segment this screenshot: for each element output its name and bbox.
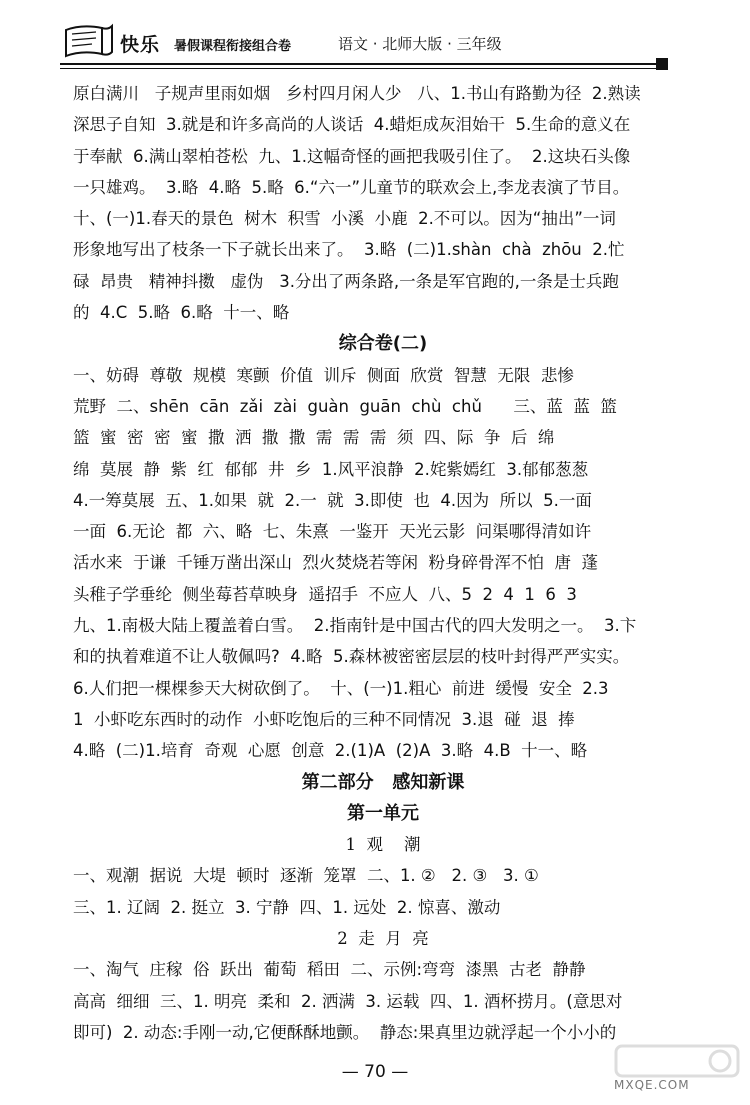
watermark-logo-icon <box>612 1040 742 1102</box>
answer-line: 头稚子学垂纶 侧坐莓苔草映身 遥招手 不应人 八、5 2 4 1 6 3 <box>73 584 577 604</box>
answer-line: 一、妨碍 尊敬 规模 寒颤 价值 训斥 侧面 欣赏 智慧 无限 悲惨 <box>73 365 574 385</box>
book-logo-icon <box>62 22 116 60</box>
answer-line: 于奉献 6.满山翠柏苍松 九、1.这幅奇怪的画把我吸引住了。 2.这块石头像 <box>73 146 631 166</box>
subject-edition-grade: 语文 · 北师大版 · 三年级 <box>338 35 502 53</box>
answer-line: 篮 蜜 密 密 蜜 撒 洒 撒 撒 需 需 需 须 四、际 争 后 绵 <box>73 428 555 448</box>
answer-content <box>73 78 693 1048</box>
header-rule <box>60 63 663 65</box>
header-rule-end-mark <box>656 58 668 70</box>
answer-line: 6.人们把一棵棵参天大树砍倒了。 十、(一)1.粗心 前进 缓慢 安全 2.3 <box>73 678 609 698</box>
answer-line: 绵 莫展 静 紫 红 郁郁 井 乡 1.风平浪静 2.姹紫嫣红 3.郁郁葱葱 <box>73 459 589 479</box>
watermark-text: MXQE.COM <box>614 1078 690 1092</box>
answer-line: 活水来 于谦 千锤万凿出深山 烈火焚烧若等闲 粉身碎骨浑不怕 唐 蓬 <box>73 553 598 573</box>
answer-line: 的 4.C 5.略 6.略 十一、略 <box>73 303 290 323</box>
answer-line: 一面 6.无论 都 六、略 七、朱熹 一鉴开 天光云影 问渠哪得清如许 <box>73 522 592 542</box>
answer-line: 深思子自知 3.就是和许多高尚的人谈话 4.蜡炬成灰泪始干 5.生命的意义在 <box>73 115 631 135</box>
answer-line: 一、淘气 庄稼 俗 跃出 葡萄 稻田 二、示例:弯弯 漆黑 古老 静静 <box>73 960 586 980</box>
answer-line: 碌 昂贵 精神抖擞 虚伪 3.分出了两条路,一条是军官跑的,一条是士兵跑 <box>73 271 619 291</box>
answer-line: 九、1.南极大陆上覆盖着白雪。 2.指南针是中国古代的四大发明之一。 3.卞 <box>73 616 637 636</box>
answer-line: 4.略 (二)1.培育 奇观 心愿 创意 2.(1)A (2)A 3.略 4.B 十一、略 <box>73 741 588 761</box>
answer-line: 十、(一)1.春天的景色 树木 积雪 小溪 小鹿 2.不可以。因为“抽出”一词 <box>73 209 616 229</box>
answer-line: 4.一筹莫展 五、1.如果 就 2.一 就 3.即使 也 4.因为 所以 5.一面 <box>73 490 592 510</box>
section-heading: 第一单元 <box>347 802 419 824</box>
answer-line: 高高 细细 三、1. 明亮 柔和 2. 洒满 3. 运载 四、1. 酒杯捞月。(意思对 <box>73 991 623 1011</box>
section-heading: 第二部分 感知新课 <box>301 771 465 793</box>
header-rule-thin <box>60 68 663 69</box>
answer-line: 荒野 二、shēn cān zǎi zài guàn guān chù chǔ 三、蓝 蓝 篮 <box>73 396 617 416</box>
answer-line: 1 小虾吃东西时的动作 小虾吃饱后的三种不同情况 3.退 碰 退 捧 <box>73 709 575 729</box>
section-heading: 1 观 潮 <box>345 835 421 855</box>
answer-line: 三、1. 辽阔 2. 挺立 3. 宁静 四、1. 远处 2. 惊喜、激动 <box>73 897 501 917</box>
brand-title: 快乐 <box>120 34 161 56</box>
answer-line: 一只雄鸡。 3.略 4.略 5.略 6.“六一”儿童节的联欢会上,李龙表演了节目。 <box>73 177 630 197</box>
section-heading: 2 走 月 亮 <box>337 929 429 949</box>
answer-line: 原白满川 子规声里雨如烟 乡村四月闲人少 八、1.书山有路勤为径 2.熟读 <box>73 84 641 103</box>
answer-line: 即可) 2. 动态:手刚一动,它便酥酥地颤。 静态:果真里边就浮起一个小小的 <box>73 1022 617 1042</box>
section-heading: 综合卷(二) <box>338 333 428 355</box>
page-header <box>0 0 750 76</box>
answer-line: 一、观潮 据说 大堤 顿时 逐渐 笼罩 二、1. ② 2. ③ 3. ① <box>73 866 539 886</box>
answer-line: 和的执着难道不让人敬佩吗? 4.略 5.森林被密密层层的枝叶封得严严实实。 <box>73 647 630 667</box>
page-number: — 70 — <box>341 1062 409 1082</box>
answer-line: 形象地写出了枝条一下子就长出来了。 3.略 (二)1.shàn chà zhōu 2.忙 <box>73 240 625 260</box>
series-title: 暑假课程衔接组合卷 <box>174 39 292 54</box>
